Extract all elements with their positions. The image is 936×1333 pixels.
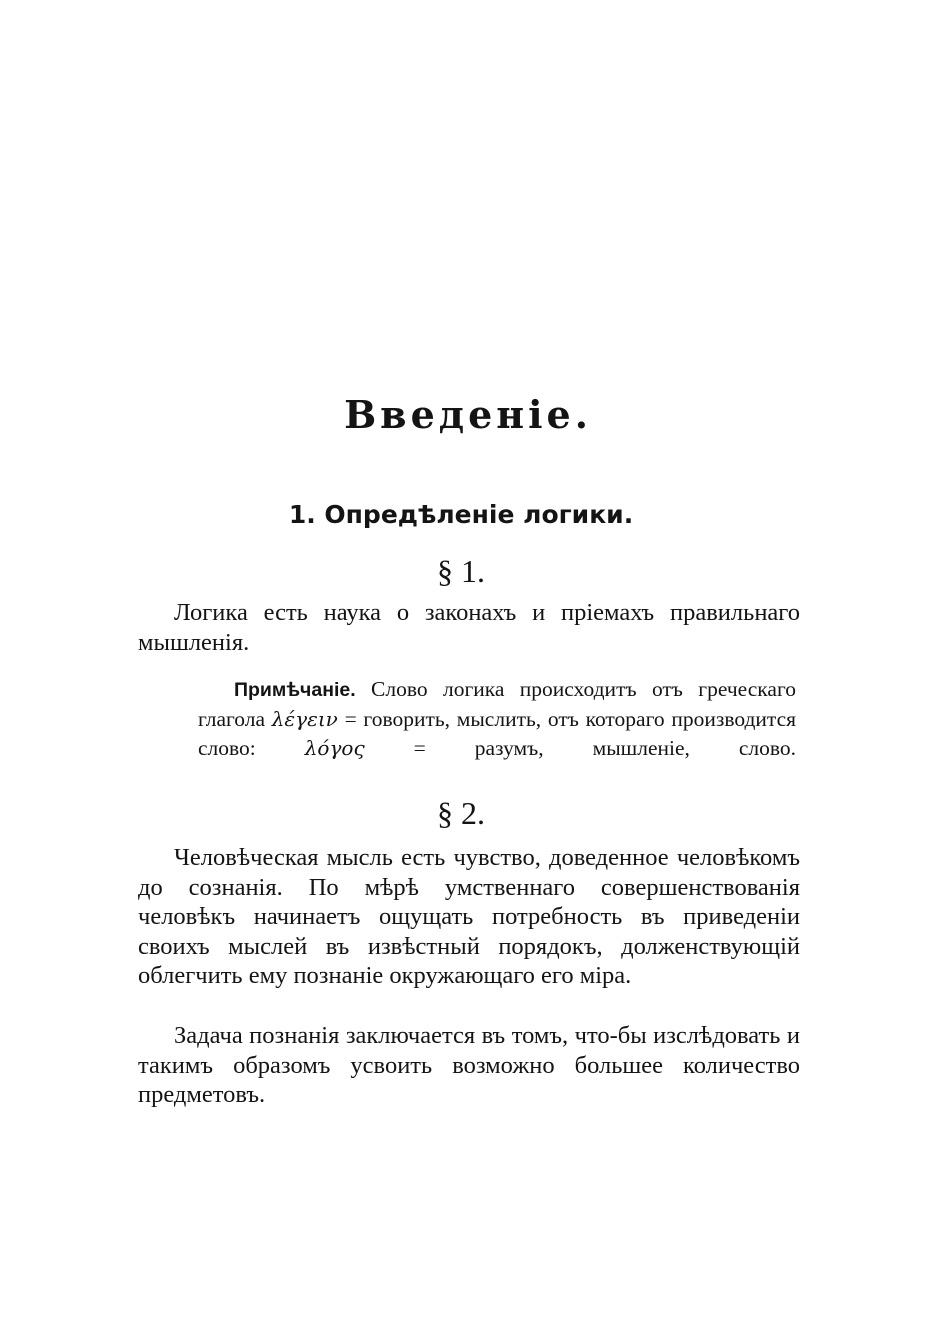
section-1-paragraph: Логика есть наука о законахъ и пріемахъ правильнаго мышленія.: [138, 599, 800, 656]
page-title: Введеніе.: [344, 392, 592, 437]
note-text-part-2: = говорить, мыслить, отъ котораго производится слово:: [198, 707, 796, 760]
greek-word-legein: λέγειν: [271, 707, 338, 731]
note-text-part-1: Слово логика происходитъ отъ греческаго глагола: [198, 677, 796, 731]
section-2-paragraph-1: Человѣческая мысль есть чувство, доведенное человѣкомъ до сознанія. По мѣрѣ умственнаго совершенствованія человѣкъ начинаетъ ощущать потребность въ приведеніи своихъ мыслей въ извѣстный порядокъ, долженствующій облегчить ему познаніе окружающаго его міра.: [138, 844, 800, 989]
section-mark-2: § 2.: [437, 795, 485, 831]
note-text-part-3: = разумъ, мышленіе, слово.: [364, 736, 797, 760]
note-label: Примѣчаніе.: [234, 679, 356, 701]
section-mark-1: § 1.: [437, 553, 485, 589]
greek-word-logos: λόγος: [304, 736, 365, 760]
footnote-remark: [198, 675, 796, 763]
section-2-paragraph-2: Задача познанія заключается въ томъ, что-бы изслѣдовать и такимъ образомъ усвоить возможно большее количество предметовъ.: [138, 1022, 800, 1108]
chapter-title: 1. Опредѣленіе логики.: [288, 500, 634, 529]
